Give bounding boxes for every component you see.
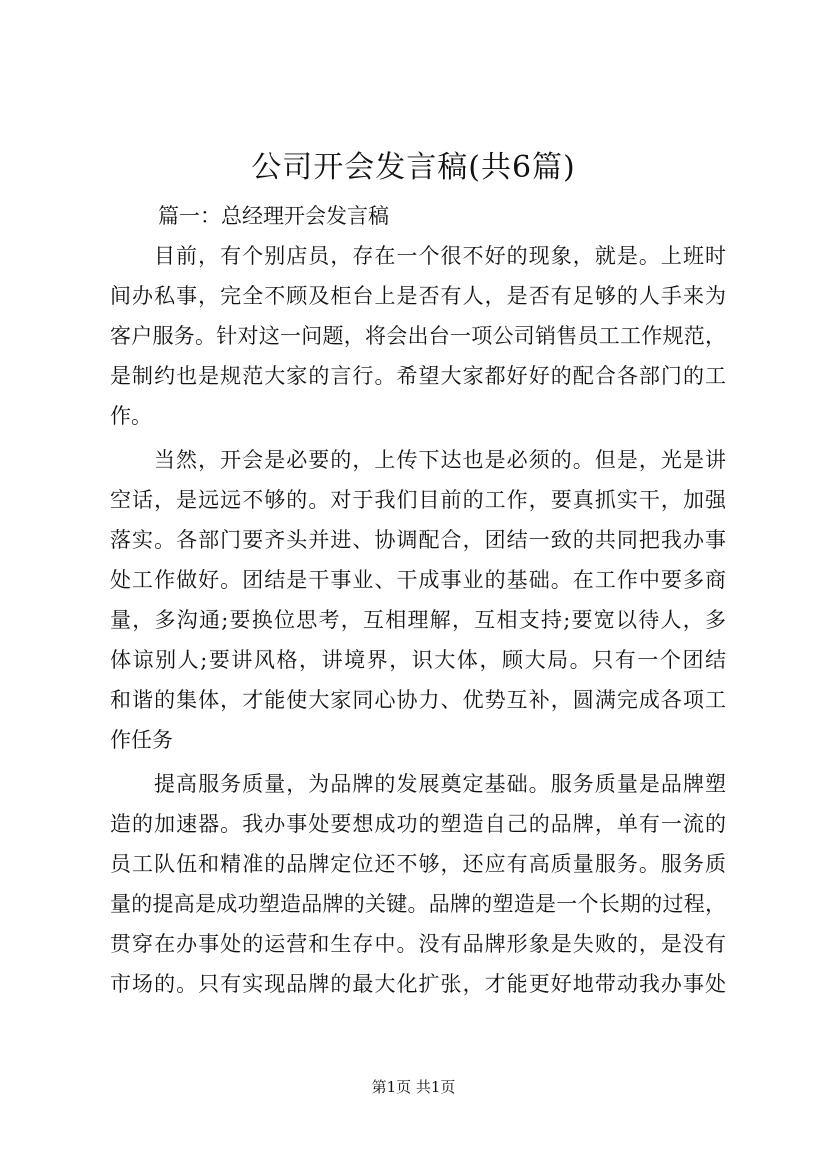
paragraph-3: [110, 764, 726, 1004]
page-footer: 第1页 共1页: [371, 1078, 456, 1096]
document-title: 公司开会发言稿(共6篇): [251, 150, 576, 185]
text-line: 是制约也是规范大家的言行。希望大家都好好的配合各部门的工: [110, 364, 726, 388]
text-line: 员工队伍和精准的品牌定位还不够，还应有高质量服务。服务质: [110, 852, 726, 876]
text-line: 作任务: [110, 728, 173, 752]
paragraph-1: [110, 236, 726, 436]
text-line: 落实。各部门要齐头并进、协调配合，团结一致的共同把我办事: [110, 528, 726, 552]
text-line: 处工作做好。团结是干事业、干成事业的基础。在工作中要多商: [110, 568, 726, 592]
text-line: 空话，是远远不够的。对于我们目前的工作，要真抓实干，加强: [110, 488, 726, 512]
text-line: 作。: [110, 404, 152, 428]
document-body: [110, 236, 726, 1008]
text-line: 当然，开会是必要的，上传下达也是必须的。但是，光是讲: [154, 448, 726, 472]
text-line: 体谅别人;要讲风格，讲境界，识大体，顾大局。只有一个团结: [110, 648, 726, 672]
paragraph-2: [110, 440, 726, 760]
text-line: 间办私事，完全不顾及柜台上是否有人，是否有足够的人手来为: [110, 284, 726, 308]
text-line: 和谐的集体，才能使大家同心协力、优势互补，圆满完成各项工: [110, 688, 726, 712]
text-line: 客户服务。针对这一问题，将会出台一项公司销售员工工作规范，: [110, 324, 726, 348]
text-line: 量，多沟通;要换位思考，互相理解，互相支持;要宽以待人，多: [110, 608, 726, 632]
text-line: 贯穿在办事处的运营和生存中。没有品牌形象是失败的，是没有: [110, 932, 726, 956]
text-line: 目前，有个别店员，存在一个很不好的现象，就是。上班时: [154, 244, 726, 268]
text-line: 市场的。只有实现品牌的最大化扩张，才能更好地带动我办事处: [110, 972, 726, 996]
section-heading: 篇一：总经理开会发言稿: [158, 204, 389, 228]
text-line: 提高服务质量，为品牌的发展奠定基础。服务质量是品牌塑: [154, 772, 726, 796]
text-line: 量的提高是成功塑造品牌的关键。品牌的塑造是一个长期的过程，: [110, 892, 726, 916]
text-line: 造的加速器。我办事处要想成功的塑造自己的品牌，单有一流的: [110, 812, 726, 836]
